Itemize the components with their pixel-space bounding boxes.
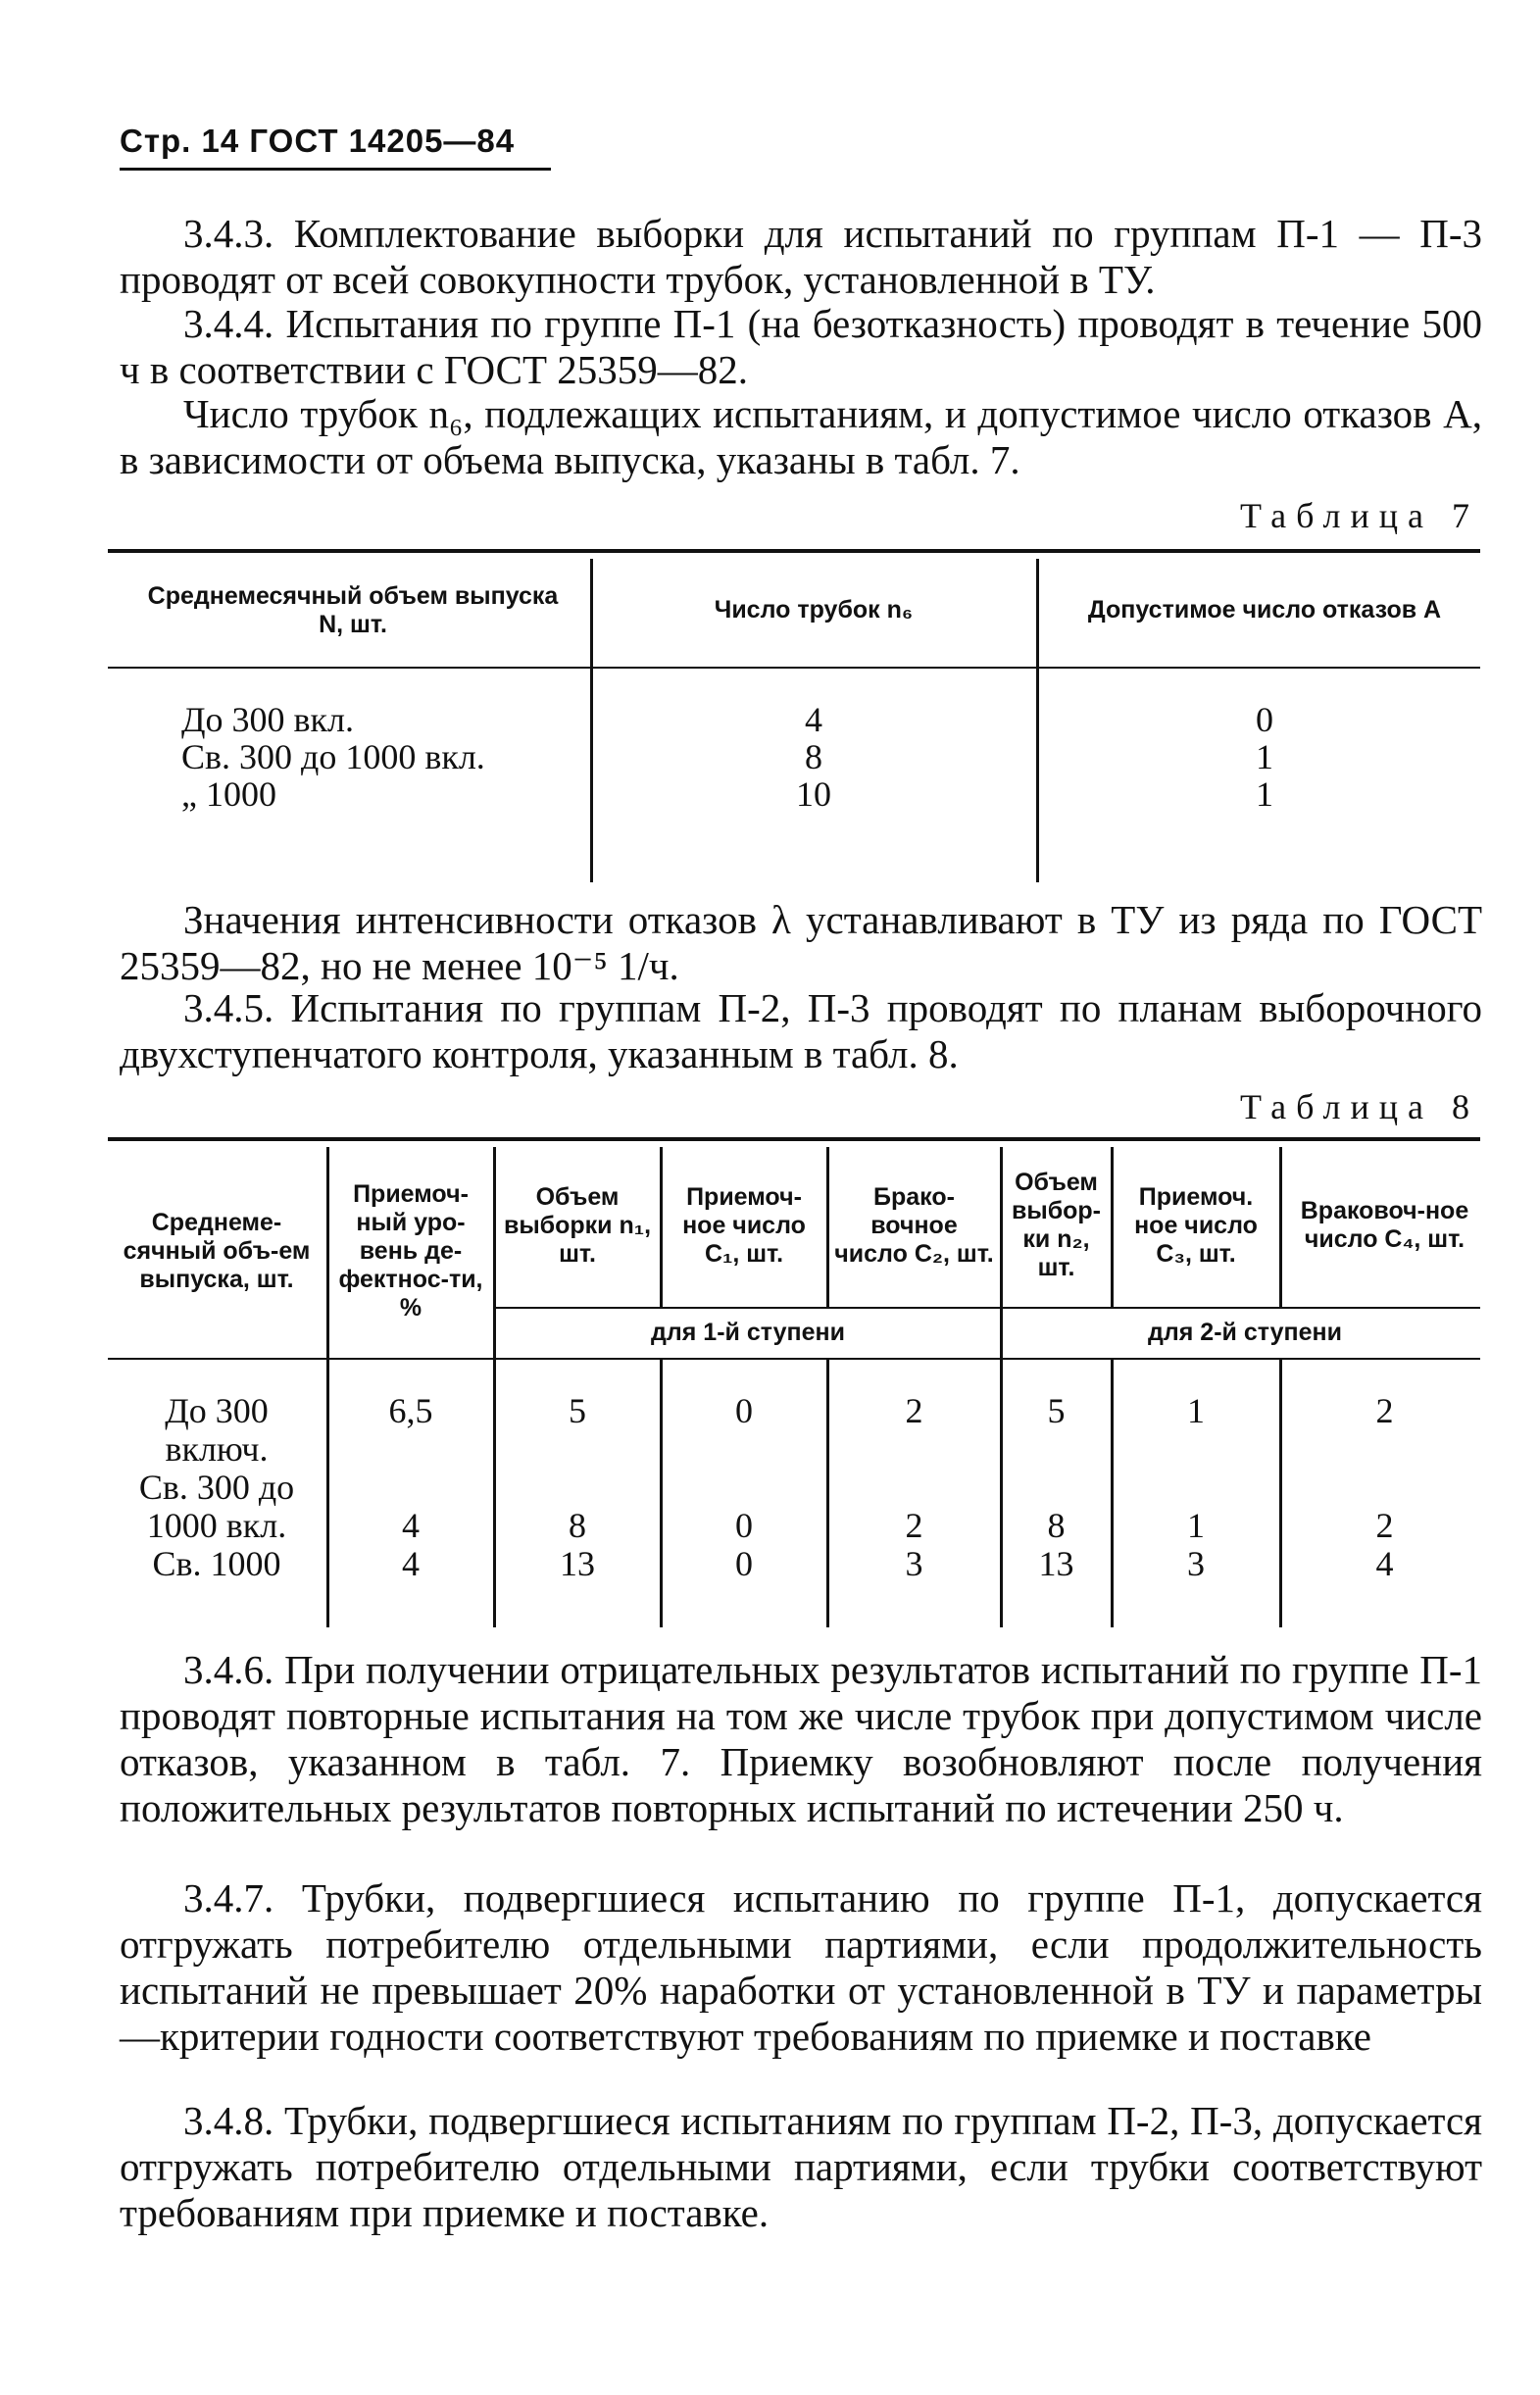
para-3-4-3: 3.4.3. Комплектование выборки для испытаний по группам П-1 — П-3 проводят от всей совокупности трубок, установленной в ТУ. [120,211,1482,302]
table8-header-c3: Приемоч. ное число C₃, шт. [1134,1182,1258,1268]
table8-row-1-c4: 2 [1375,1391,1394,1430]
page-number: Стр. 14 [120,123,240,159]
table8-header-c4: Враковоч-ное число C₄, шт. [1300,1197,1469,1253]
table8-stage-1-label: для 1-й ступени [651,1318,845,1346]
table8-row-1-n2: 5 [1047,1391,1066,1430]
table8-row-3-n1: 13 [560,1544,595,1583]
table8-divider-6b [1111,1360,1114,1627]
para-3-4-7: 3.4.7. Трубки, подвергшиеся испытанию по группе П-1, допускается отгружать потребителю отдельными партиями, если продолжительность испытаний не превышает 20% наработки от установленной в ТУ и параметры—критерии годности соответствуют требованиям по приемке и поставке [120,1875,1482,2059]
table8-row-2-n2: 8 [1047,1506,1066,1545]
para-3-4-4: 3.4.4. Испытания по группе П-1 (на безотказность) проводят в течение 500 ч в соответствии с ГОСТ 25359—82. [120,301,1482,392]
table8-row-1-c3: 1 [1187,1391,1205,1430]
table8-header-c1: Приемоч-ное число C₁, шт. [682,1182,806,1268]
table8-row-2-c4: 2 [1375,1506,1394,1545]
table8-row-1-c1: 0 [735,1391,753,1430]
table8-divider-1 [326,1147,329,1627]
table7-header-volume: Среднемесячный объем выпуска N, шт. [147,581,559,638]
table8-divider-4 [826,1147,829,1307]
table8-row-3-n2: 13 [1038,1544,1074,1583]
para-3-4-5: 3.4.5. Испытания по группам П-2, П-3 проводят по планам выборочного двухступенчатого контроля, указанным в табл. 8. [120,985,1482,1076]
table7-header-failures: Допустимое число отказов А [1087,596,1442,624]
table8-row-3-c3: 3 [1187,1544,1205,1583]
para-table7-intro: Число трубок n₆, подлежащих испытаниям, и допустимое число отказов А, в зависимости от объема выпуска, указаны в табл. 7. [120,391,1482,482]
table8-top-rule [108,1137,1480,1141]
table8-divider-6 [1111,1147,1114,1307]
table8-header-volume: Среднеме-сячный объ-ем выпуска, шт. [123,1208,311,1293]
para-lambda: Значения интенсивности отказов λ устанавливают в ТУ из ряда по ГОСТ 25359—82, но не менее 10⁻⁵ 1/ч. [120,897,1482,988]
table8-divider-3b [660,1360,663,1627]
table8-stage-2-label: для 2-й ступени [1148,1318,1342,1346]
table8-divider-3 [660,1147,663,1307]
table7-top-rule [108,549,1480,553]
table8-header-n2: Объем выбор-ки n₂, шт. [1011,1169,1102,1281]
table7-header-rule [108,667,1480,669]
table8-row-1-n1: 5 [569,1391,586,1430]
standard-id: ГОСТ 14205—84 [249,123,516,159]
table8-row-3-label: Св. 1000 [152,1544,281,1583]
table8-row-2-c3: 1 [1187,1506,1205,1545]
table8-row-3-c4: 4 [1375,1544,1394,1583]
table8-divider-5 [1000,1147,1003,1627]
table8-stage-rule [495,1307,1480,1309]
table7-row-2-tubes: 8 [805,737,822,776]
table8-header-c2: Брако-вочное число C₂, шт. [834,1182,994,1268]
table7-row-3-failures: 1 [1256,774,1273,814]
table8-row-2-c1: 0 [735,1506,753,1545]
table7-divider-2 [1036,559,1039,882]
table8-header-n1: Объем выборки n₁, шт. [503,1182,652,1268]
table8-row-3-c2: 3 [905,1544,923,1583]
table7-row-1-label: До 300 вкл. [181,700,355,739]
table8-caption: Таблица 8 [1240,1087,1479,1126]
table8-divider-2 [493,1147,496,1627]
table8-row-1-label: До 300 включ. [165,1391,269,1469]
table8-header-aql: Приемоч-ный уро-вень де-фектнос-ти, % [338,1179,483,1322]
table7-row-3-label: „ 1000 [181,774,276,814]
table7-row-1-failures: 0 [1256,700,1273,739]
table8-header-rule [108,1358,1480,1360]
table7-row-3-tubes: 10 [796,774,831,814]
table8-row-2-aql: 4 [402,1506,420,1545]
table7-row-1-tubes: 4 [805,700,822,739]
table8-divider-7 [1279,1147,1282,1307]
table7-caption: Таблица 7 [1240,496,1479,535]
table7-row-2-label: Св. 300 до 1000 вкл. [181,737,485,776]
table7-header-tubes: Число трубок n₆ [714,596,914,624]
para-3-4-6: 3.4.6. При получении отрицательных результатов испытаний по группе П-1 проводят повторные испытания на том же числе трубок при допустимом числе отказов, указанном в табл. 7. Приемку возобновляют после получения положительных результатов повторных испытаний по истечении 250 ч. [120,1647,1482,1830]
table8-row-2-c2: 2 [905,1506,923,1545]
table8-row-1-aql: 6,5 [388,1391,433,1430]
table8-row-1-c2: 2 [905,1391,923,1430]
table8-divider-7b [1279,1360,1282,1627]
table8-row-3-aql: 4 [402,1544,420,1583]
page-header [120,123,551,171]
table8-row-3-c1: 0 [735,1544,753,1583]
table8-row-2-label: Св. 300 до 1000 вкл. [138,1468,295,1545]
table7-row-2-failures: 1 [1256,737,1273,776]
table8-row-2-n1: 8 [569,1506,586,1545]
table8-divider-4b [826,1360,829,1627]
table7-divider-1 [590,559,593,882]
para-3-4-8: 3.4.8. Трубки, подвергшиеся испытаниям по группам П-2, П-3, допускается отгружать потребителю отдельными партиями, если трубки соответствуют требованиям при приемке и поставке. [120,2098,1482,2235]
